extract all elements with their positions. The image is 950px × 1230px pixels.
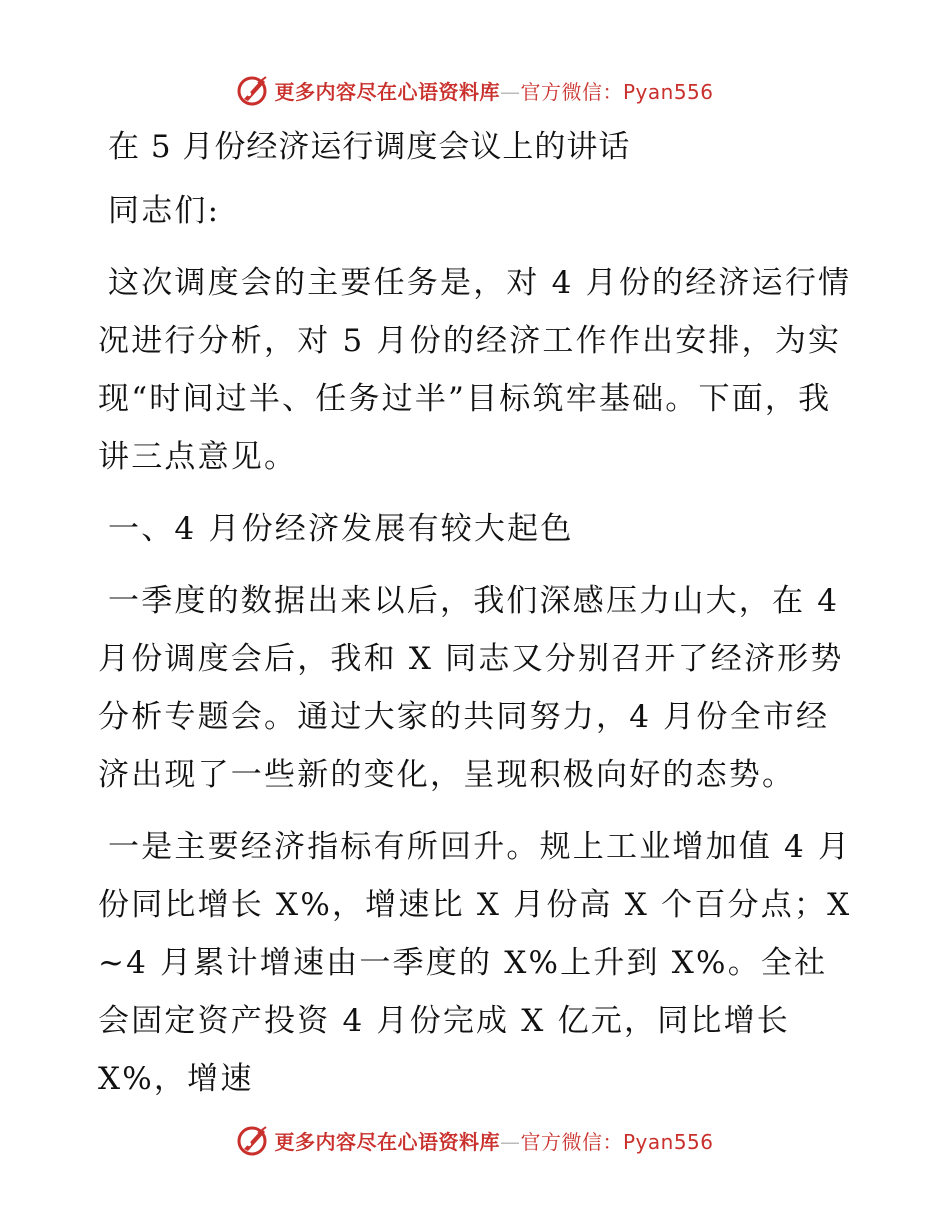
salutation: 同志们: (108, 193, 221, 229)
paragraph: 一是主要经济指标有所回升。规上工业增加值 4 月份同比增长 X%，增速比 X 月份高 X 个百分点；X ~4 月累计增速由一季度的 X%上升到 X%。全社会固定资产投资 4 月份完成 X 亿元，同比增长 X%，增速 (98, 829, 852, 1097)
header-watermark (0, 70, 950, 110)
section-heading: 一、4 月份经济发展有较大起色 (108, 511, 574, 547)
quill-logo-icon (236, 1123, 270, 1157)
document-body (98, 118, 858, 1108)
paragraph: 这次调度会的主要任务是，对 4 月份的经济运行情况进行分析，对 5 月份的经济工作作出安排，为实现“时间过半、任务过半”目标筑牢基础。下面，我讲三点意见。 (98, 265, 852, 475)
paragraph: 一季度的数据出来以后，我们深感压力山大，在 4 月份调度会后，我和 X 同志又分别召开了经济形势分析专题会。通过大家的共同努力，4 月份全市经济出现了一些新的变化，呈现积极向好的态势。 (98, 583, 844, 793)
watermark-text: 更多内容尽在心语资料库—官方微信：Pyan556 (274, 79, 714, 104)
watermark-text: 更多内容尽在心语资料库—官方微信：Pyan556 (274, 1129, 714, 1154)
footer-watermark (0, 1120, 950, 1160)
document-title: 在 5 月份经济运行调度会议上的讲话 (108, 129, 631, 165)
quill-logo-icon (236, 73, 270, 107)
